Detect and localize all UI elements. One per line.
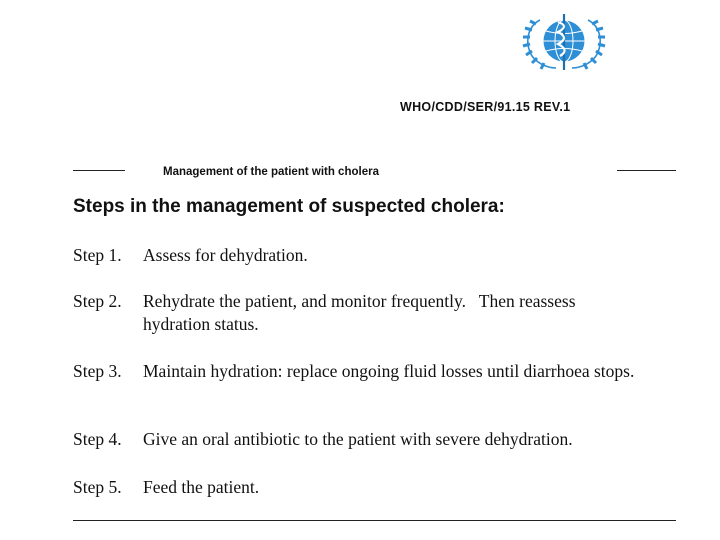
step-label: Step 3. <box>73 361 122 381</box>
step-text: Maintain hydration: replace ongoing fluid losses until diarrhoea stops. <box>143 361 635 381</box>
step-text: Feed the patient. <box>143 477 260 497</box>
running-header: Management of the patient with cholera <box>163 166 379 178</box>
step-label: Step 2. <box>73 291 122 311</box>
header-rule-left <box>73 170 125 171</box>
document-code: WHO/CDD/SER/91.15 REV.1 <box>400 100 571 114</box>
step-label: Step 4. <box>73 429 122 449</box>
page-title: Steps in the management of suspected cholera: <box>73 196 505 217</box>
step-label: Step 5. <box>73 477 122 497</box>
step-text: Assess for dehydration. <box>143 245 308 265</box>
who-emblem-icon <box>514 8 614 72</box>
step-text: Give an oral antibiotic to the patient with severe dehydration. <box>143 429 573 449</box>
step-label: Step 1. <box>73 245 122 265</box>
footer-rule <box>73 520 676 521</box>
header-rule-right <box>617 170 676 171</box>
step-text: Rehydrate the patient, and monitor frequently. Then reassess hydration status. <box>143 291 580 334</box>
